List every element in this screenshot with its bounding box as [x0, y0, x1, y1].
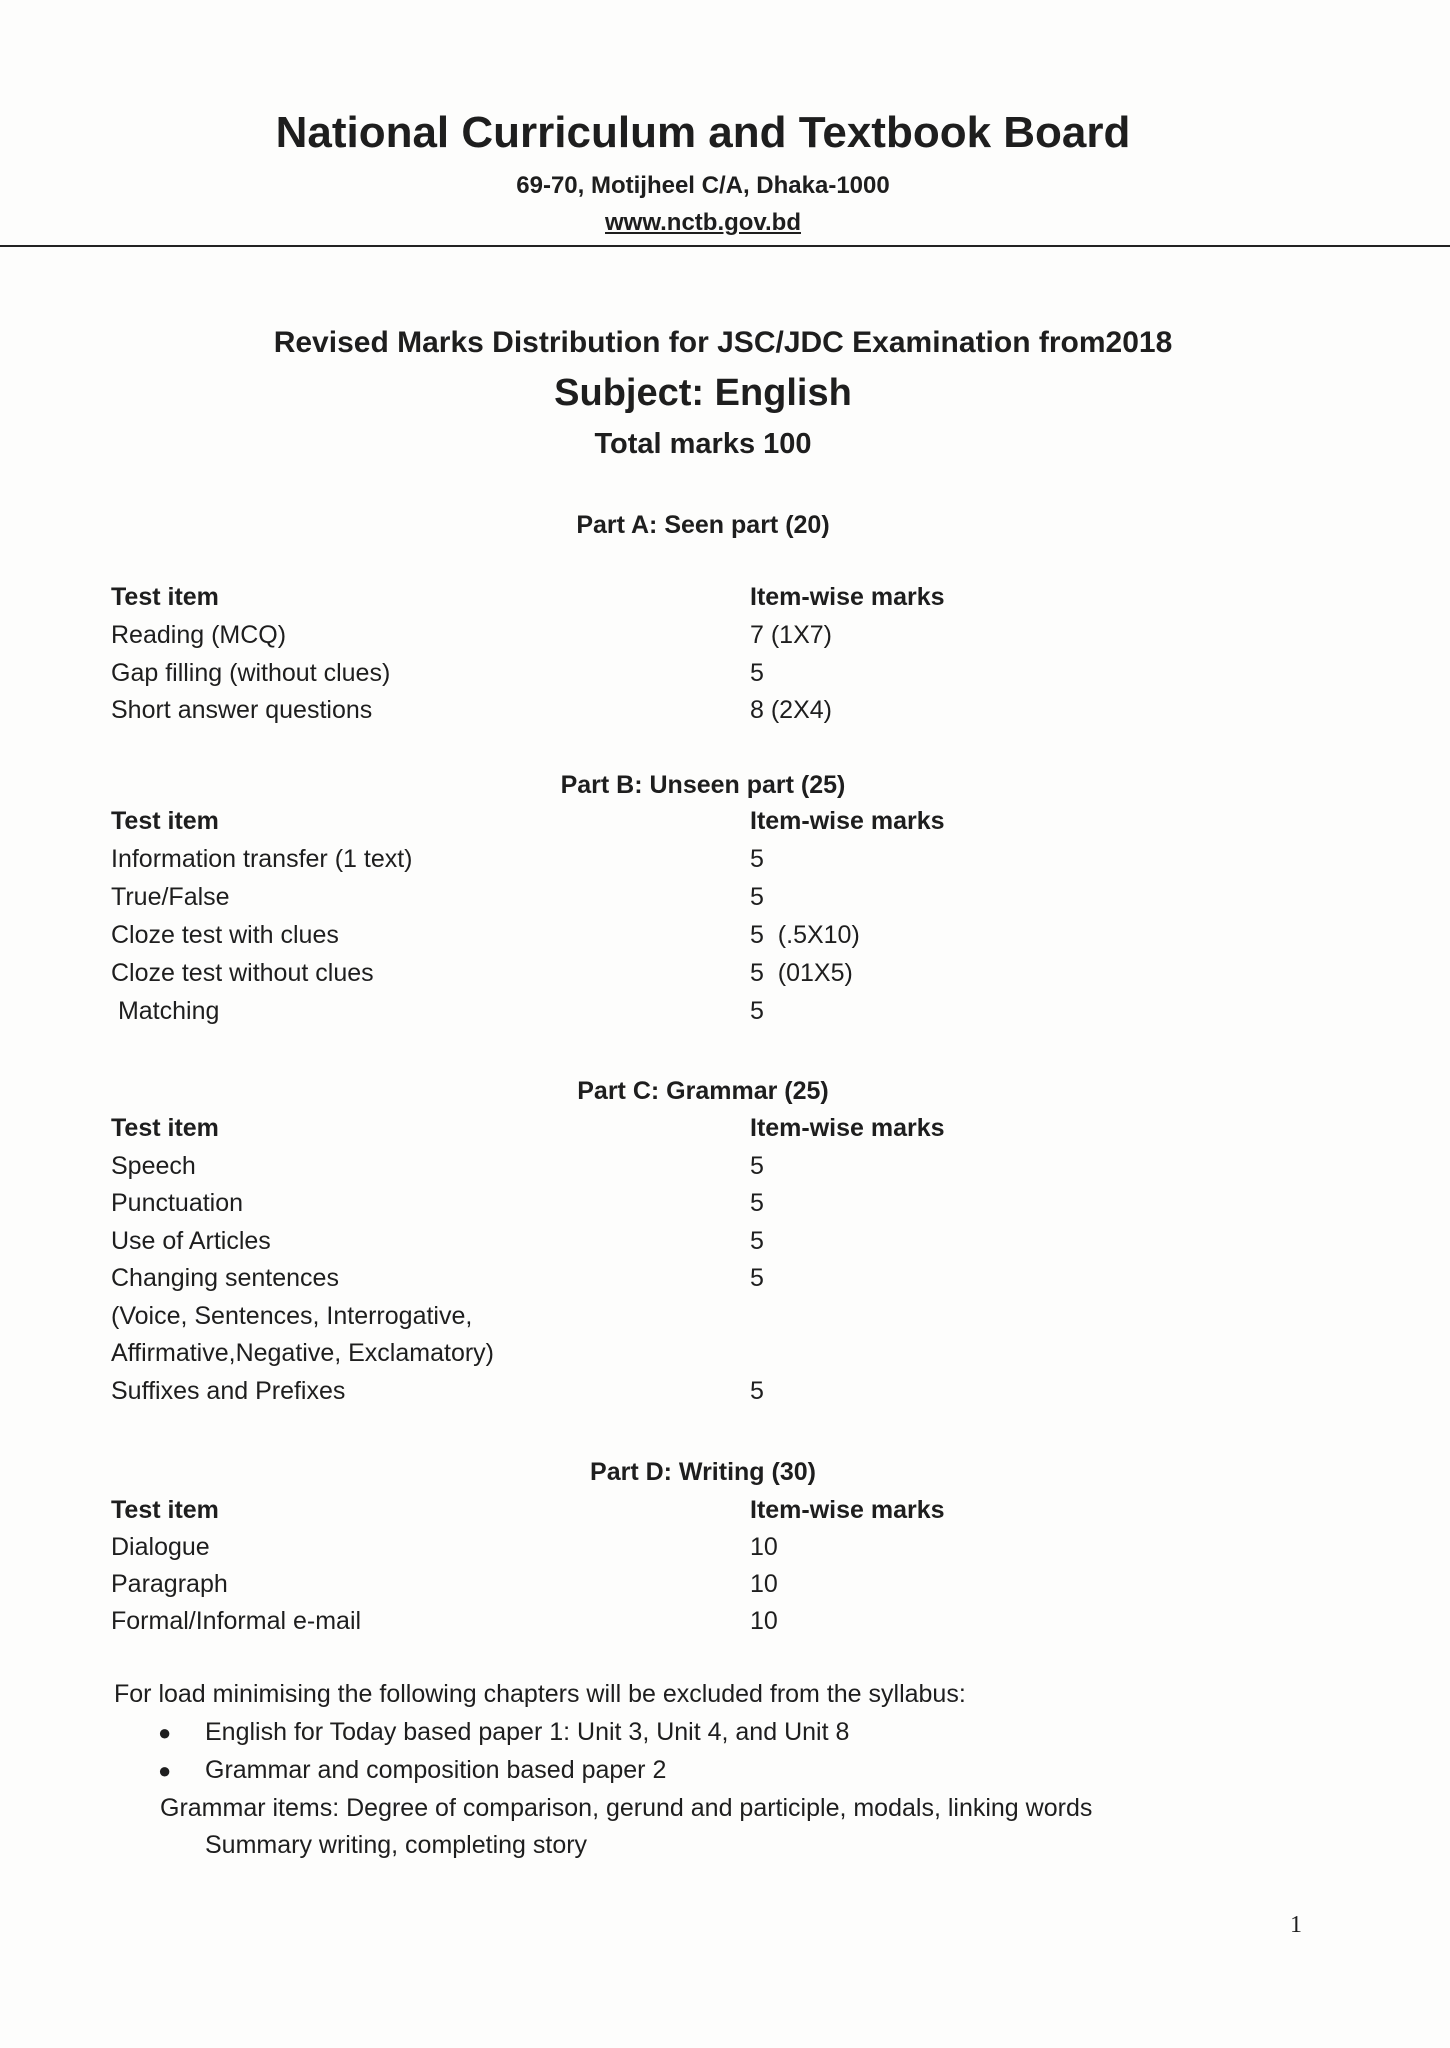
- marks-cell: 5: [750, 883, 764, 911]
- note-grammar-items: Grammar items: Degree of comparison, gerund and participle, modals, linking words: [160, 1794, 1093, 1822]
- marks-cell: 5 (.5X10): [750, 921, 860, 949]
- marks-cell: 5: [750, 1264, 764, 1292]
- org-address: 69-70, Motijheel C/A, Dhaka-1000: [516, 172, 890, 199]
- column-header-marks: Item-wise marks: [750, 1114, 945, 1142]
- note-summary: Summary writing, completing story: [205, 1831, 588, 1859]
- test-item-cell: Gap filling (without clues): [111, 659, 391, 687]
- marks-cell: 8 (2X4): [750, 696, 832, 724]
- org-website-link[interactable]: www.nctb.gov.bd: [605, 209, 801, 236]
- part-title: Part D: Writing (30): [590, 1458, 816, 1486]
- test-item-cell: Suffixes and Prefixes: [111, 1377, 346, 1405]
- org-name: National Curriculum and Textbook Board: [275, 108, 1131, 157]
- test-item-cell: Reading (MCQ): [111, 621, 287, 649]
- note-bullet: Grammar and composition based paper 2: [205, 1756, 667, 1784]
- test-item-cell: Matching: [111, 997, 220, 1025]
- document-heading: Revised Marks Distribution for JSC/JDC Examination from2018: [273, 326, 1173, 359]
- marks-cell: 5: [750, 1227, 764, 1255]
- test-item-cell: Affirmative,Negative, Exclamatory): [111, 1339, 494, 1367]
- marks-cell: 10: [750, 1607, 778, 1635]
- notes-intro: For load minimising the following chapters will be excluded from the syllabus:: [114, 1680, 966, 1708]
- note-bullet: English for Today based paper 1: Unit 3, Unit 4, and Unit 8: [205, 1718, 850, 1746]
- test-item-cell: Changing sentences: [111, 1264, 339, 1292]
- marks-cell: 7 (1X7): [750, 621, 832, 649]
- marks-cell: 5: [750, 659, 764, 687]
- column-header-test-item: Test item: [111, 1496, 219, 1524]
- test-item-cell: Use of Articles: [111, 1227, 271, 1255]
- test-item-cell: Information transfer (1 text): [111, 845, 413, 873]
- part-title: Part B: Unseen part (25): [560, 771, 846, 799]
- marks-cell: 5: [750, 997, 764, 1025]
- subject-title: Subject: English: [554, 372, 852, 414]
- column-header-test-item: Test item: [111, 583, 219, 611]
- test-item-cell: True/False: [111, 883, 230, 911]
- page-number: 1: [1290, 1912, 1302, 1938]
- test-item-cell: Cloze test without clues: [111, 959, 374, 987]
- marks-cell: 5: [750, 1377, 764, 1405]
- total-marks: Total marks 100: [594, 428, 812, 460]
- marks-cell: 5: [750, 1152, 764, 1180]
- column-header-marks: Item-wise marks: [750, 807, 945, 835]
- part-title: Part C: Grammar (25): [577, 1077, 829, 1105]
- test-item-cell: Paragraph: [111, 1570, 228, 1598]
- test-item-cell: Cloze test with clues: [111, 921, 339, 949]
- bullet-icon: ●: [158, 1758, 172, 1783]
- column-header-marks: Item-wise marks: [750, 1496, 945, 1524]
- test-item-cell: Short answer questions: [111, 696, 373, 724]
- column-header-marks: Item-wise marks: [750, 583, 945, 611]
- test-item-cell: Punctuation: [111, 1189, 244, 1217]
- header-divider: [0, 245, 1450, 247]
- marks-cell: 5: [750, 845, 764, 873]
- column-header-test-item: Test item: [111, 807, 219, 835]
- part-title: Part A: Seen part (20): [576, 511, 830, 539]
- bullet-icon: ●: [158, 1720, 172, 1745]
- test-item-cell: (Voice, Sentences, Interrogative,: [111, 1302, 473, 1330]
- test-item-cell: Formal/Informal e-mail: [111, 1607, 362, 1635]
- marks-cell: 5: [750, 1189, 764, 1217]
- test-item-cell: Dialogue: [111, 1533, 210, 1561]
- marks-cell: 5 (01X5): [750, 959, 853, 987]
- marks-cell: 10: [750, 1533, 778, 1561]
- marks-cell: 10: [750, 1570, 778, 1598]
- test-item-cell: Speech: [111, 1152, 196, 1180]
- column-header-test-item: Test item: [111, 1114, 219, 1142]
